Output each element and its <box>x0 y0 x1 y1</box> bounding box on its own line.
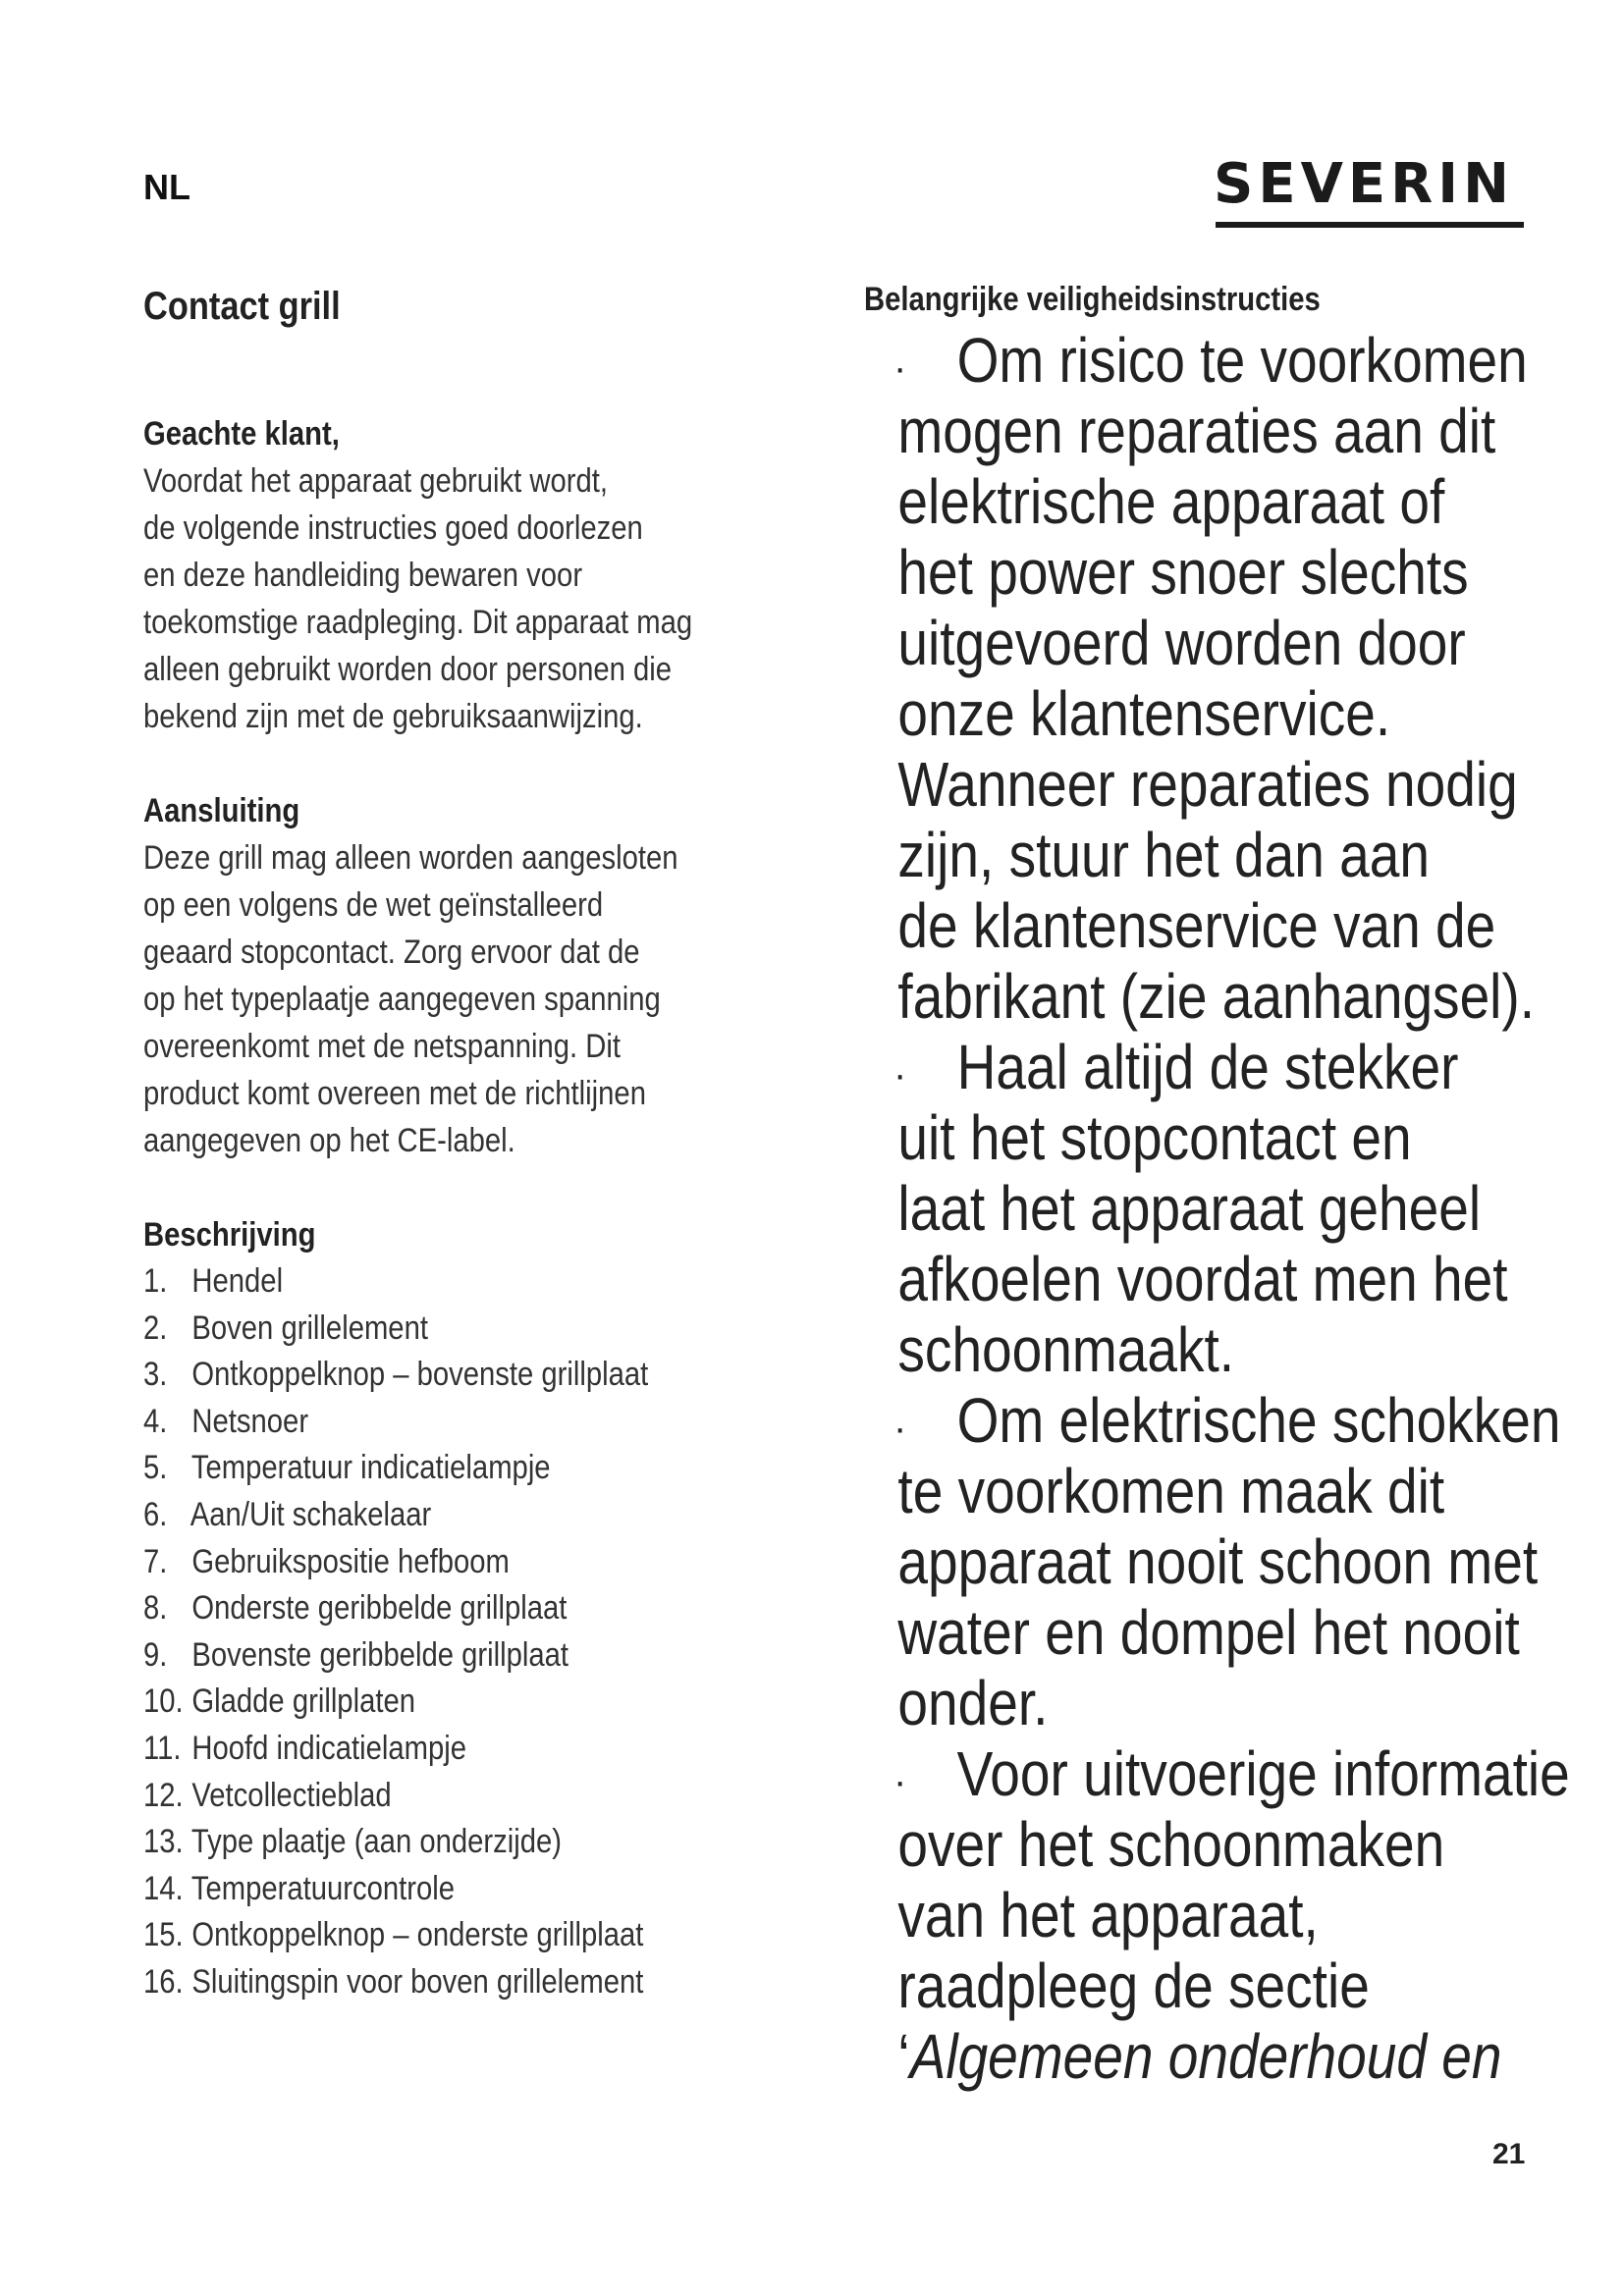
intro-line: toekomstige raadpleging. Dit apparaat mag <box>143 604 693 641</box>
bullet-dot: · <box>893 1053 907 1096</box>
bullet-line: uitgevoerd worden door <box>897 608 1466 678</box>
bullet-line: mogen reparaties aan dit <box>897 396 1496 466</box>
list-item: 12. Vetcollectieblad <box>143 1776 392 1814</box>
right-column <box>864 281 1571 2092</box>
connection-paragraph <box>143 834 734 1164</box>
intro-line: de volgende instructies goed doorlezen <box>143 509 643 547</box>
intro-line: Voordat het apparaat gebruikt wordt, <box>143 462 609 500</box>
bullet-line: apparaat nooit schoon met <box>897 1526 1539 1597</box>
connection-heading: Aansluiting <box>143 792 300 829</box>
bullet-line: van het apparaat, <box>897 1880 1319 1950</box>
safety-bullet <box>864 1385 1571 1738</box>
list-item: 4. Netsnoer <box>143 1402 309 1440</box>
connection-line: overeenkomt met de netspanning. Dit <box>143 1028 621 1065</box>
bullet-line: fabrikant (zie aanhangsel). <box>897 961 1536 1032</box>
page-title: Contact grill <box>143 285 341 328</box>
safety-bullet <box>864 1032 1571 1385</box>
safety-bullet <box>864 1738 1571 2092</box>
brand-underline <box>1216 222 1524 228</box>
connection-line: Deze grill mag alleen worden aangesloten <box>143 839 678 877</box>
bullet-line: laat het apparaat geheel <box>897 1173 1482 1244</box>
connection-line: op het typeplaatje aangegeven spanning <box>143 981 661 1018</box>
list-item: 2. Boven grillelement <box>143 1308 428 1347</box>
page-number: 21 <box>1492 2138 1526 2170</box>
safety-heading: Belangrijke veiligheidsinstructies <box>864 281 1321 318</box>
list-item: 5. Temperatuur indicatielampje <box>143 1449 551 1487</box>
list-item: 11. Hoofd indicatielampje <box>143 1729 466 1767</box>
bullet-line: het power snoer slechts <box>897 537 1469 608</box>
bullet-line: water en dompel het nooit <box>897 1597 1520 1668</box>
bullet-line: onder. <box>897 1668 1049 1738</box>
bullet-line: afkoelen voordat men het <box>897 1244 1508 1314</box>
connection-line: op een volgens de wet geïnstalleerd <box>143 886 604 924</box>
bullet-line: Wanneer reparaties nodig <box>897 749 1518 820</box>
list-item: 1. Hendel <box>143 1262 284 1300</box>
bullet-dot: · <box>893 1407 907 1450</box>
bullet-line: Voor uitvoerige informatie <box>956 1738 1570 1809</box>
bullet-line: te voorkomen maak dit <box>897 1456 1445 1526</box>
intro-line: en deze handleiding bewaren voor <box>143 557 583 594</box>
bullet-dot: · <box>893 347 907 390</box>
list-item: 14. Temperatuurcontrole <box>143 1869 456 1907</box>
list-item: 7. Gebruikspositie hefboom <box>143 1542 510 1580</box>
list-item: 16. Sluitingspin voor boven grillelement <box>143 1962 644 2001</box>
bullet-line-italic <box>864 2021 1502 2092</box>
list-item: 9. Bovenste geribbelde grillplaat <box>143 1635 569 1674</box>
bullet-line: schoonmaakt. <box>897 1314 1235 1385</box>
bullet-line: Om risico te voorkomen <box>956 325 1528 396</box>
description-heading: Beschrijving <box>143 1216 316 1254</box>
list-item: 8. Onderste geribbelde grillplaat <box>143 1589 568 1628</box>
language-code: NL <box>143 167 190 207</box>
list-item: 13. Type plaatje (aan onderzijde) <box>143 1823 562 1861</box>
intro-line: bekend zijn met de gebruiksaanwijzing. <box>143 698 643 735</box>
bullet-line: onze klantenservice. <box>897 678 1391 749</box>
intro-paragraph <box>143 457 734 740</box>
connection-line: geaard stopcontact. Zorg ervoor dat de <box>143 934 640 971</box>
open-quote: ‘ <box>897 2021 910 2092</box>
list-item: 6. Aan/Uit schakelaar <box>143 1495 432 1533</box>
bullet-line: elektrische apparaat of <box>897 466 1445 537</box>
list-item: 3. Ontkoppelknop – bovenste grillplaat <box>143 1356 649 1394</box>
bullet-line: raadpleeg de sectie <box>897 1950 1370 2021</box>
list-item: 10. Gladde grillplaten <box>143 1682 415 1721</box>
intro-line: alleen gebruikt worden door personen die <box>143 651 673 688</box>
list-item: 15. Ontkoppelknop – onderste grillplaat <box>143 1916 644 1954</box>
greeting-heading: Geachte klant, <box>143 415 340 453</box>
description-list <box>143 1258 831 2006</box>
bullet-line: over het schoonmaken <box>897 1809 1445 1880</box>
section-reference: Algemeen onderhoud en <box>909 2021 1502 2092</box>
bullet-line: zijn, stuur het dan aan <box>897 820 1430 890</box>
bullet-line: uit het stopcontact en <box>897 1102 1412 1173</box>
bullet-line: de klantenservice van de <box>897 890 1496 961</box>
brand-logo: SEVERIN <box>1214 152 1515 216</box>
bullet-line: Haal altijd de stekker <box>956 1032 1459 1102</box>
connection-line: aangegeven op het CE-label. <box>143 1122 515 1159</box>
safety-bullet <box>864 325 1571 1032</box>
left-column <box>143 285 831 2006</box>
connection-line: product komt overeen met de richtlijnen <box>143 1075 646 1112</box>
bullet-line: Om elektrische schokken <box>956 1385 1561 1456</box>
bullet-dot: · <box>893 1760 907 1803</box>
